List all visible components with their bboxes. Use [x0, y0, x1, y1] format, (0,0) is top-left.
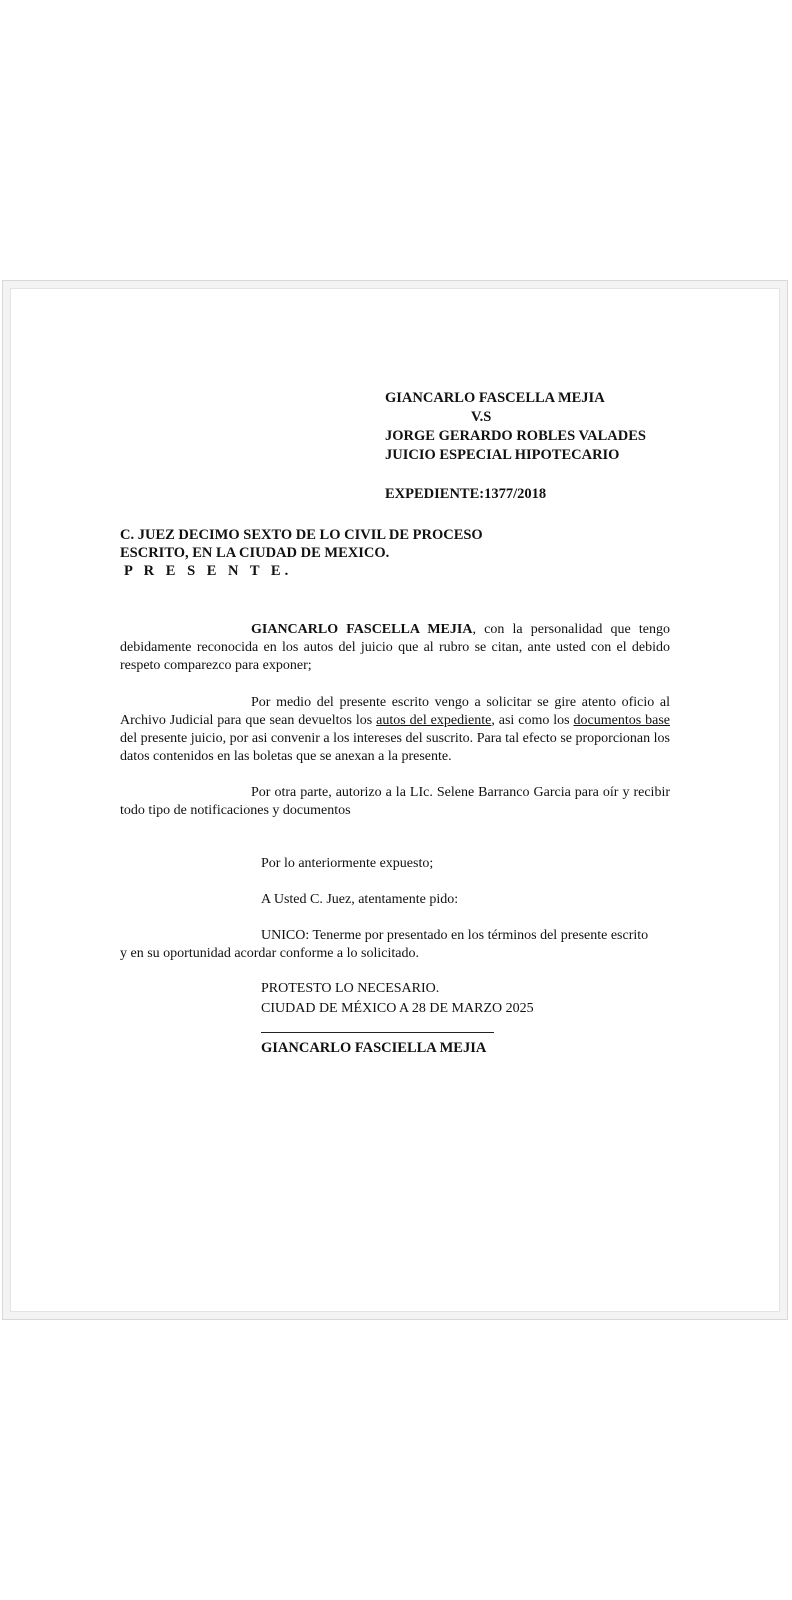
- trial-type: JUICIO ESPECIAL HIPOTECARIO: [385, 447, 620, 463]
- closing-block: [261, 979, 534, 1019]
- addressee-line-2: ESCRITO, EN LA CIUDAD DE MEXICO.: [120, 545, 390, 561]
- intro-text: , con la personalidad que tengo debidamente reconocida en los autos del juicio que al rubro se citan, ante usted con el debido respeto comparezco para exponer;: [120, 622, 670, 673]
- addressee-block: [120, 526, 483, 580]
- intro-paragraph: [120, 621, 670, 675]
- unico-line-1: UNICO: Tenerme por presentado en los términos del presente escrito: [261, 928, 649, 943]
- versus-label: V.S: [471, 409, 492, 425]
- protesto-line: PROTESTO LO NECESARIO.: [261, 981, 440, 996]
- request-paragraph: [120, 694, 670, 766]
- document-page: [10, 288, 780, 1312]
- authorization-paragraph: Por otra parte, autorizo a la LIc. Selene Barranco Garcia para oír y recibir todo tipo de notificaciones y documentos: [120, 785, 670, 818]
- addressee-line-1: C. JUEZ DECIMO SEXTO DE LO CIVIL DE PROCESO: [120, 527, 483, 543]
- underlined-documentos: documentos base: [573, 713, 671, 728]
- signature-line: [261, 1032, 494, 1033]
- request-text-1: Por medio del presente escrito vengo a solicitar se gire atento oficio al Archivo Judicial para que sean devueltos los: [120, 695, 670, 728]
- file-number: EXPEDIENTE:1377/2018: [385, 486, 547, 502]
- place-date-line: CIUDAD DE MÉXICO A 28 DE MARZO 2025: [261, 1001, 534, 1016]
- document-frame: [2, 280, 788, 1320]
- expuesto-line: Por lo anteriormente expuesto;: [261, 856, 434, 871]
- pido-line: A Usted C. Juez, atentamente pido:: [261, 892, 459, 907]
- signature-name: GIANCARLO FASCIELLA MEJIA: [261, 1040, 487, 1056]
- intro-name: GIANCARLO FASCELLA MEJIA: [251, 622, 473, 637]
- defendant-name: JORGE GERARDO ROBLES VALADES: [385, 428, 646, 444]
- plaintiff-name: GIANCARLO FASCELLA MEJIA: [385, 390, 605, 406]
- unico-line-2: y en su oportunidad acordar conforme a lo solicitado.: [120, 946, 419, 961]
- addressee-presente: P R E S E N T E.: [124, 563, 293, 579]
- request-text-2: , asi como los: [491, 713, 574, 728]
- case-caption: [385, 389, 646, 504]
- request-text-3: del presente juicio, por asi convenir a los intereses del suscrito. Para tal efecto se proporcionan los datos contenidos en las boletas que se anexan a la presente.: [120, 731, 670, 764]
- unico-paragraph: [120, 927, 670, 963]
- underlined-autos: autos del expediente: [376, 713, 492, 728]
